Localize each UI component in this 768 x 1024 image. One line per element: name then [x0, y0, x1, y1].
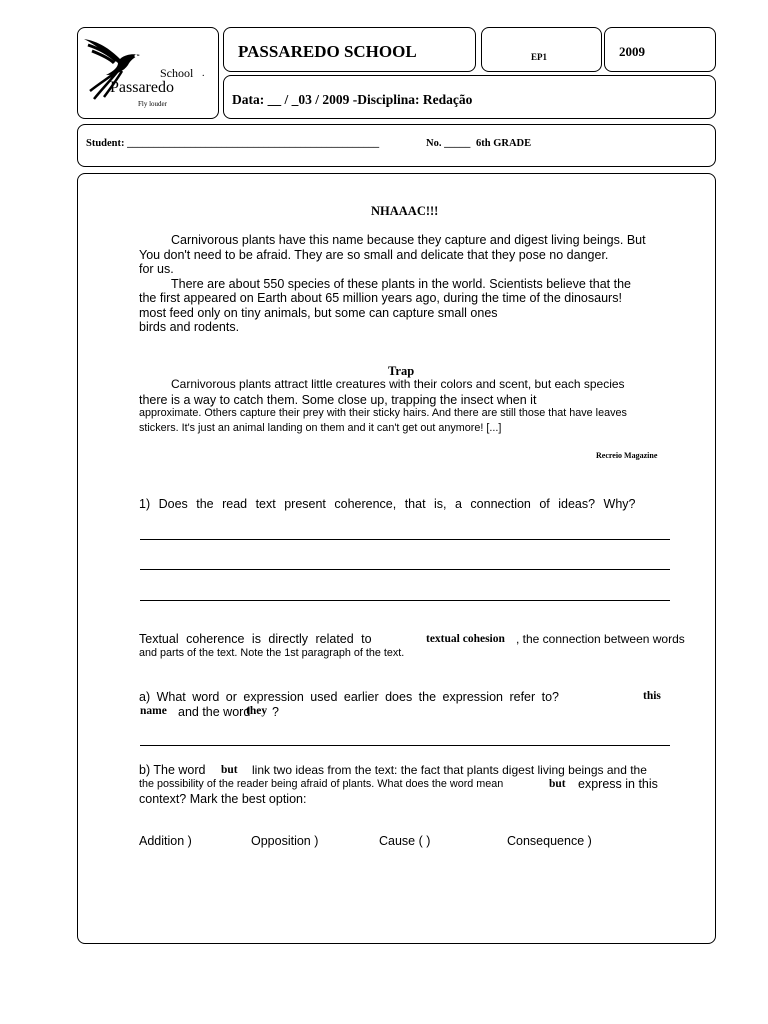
- logo-name: Passaredo: [110, 79, 174, 96]
- date-box: [223, 75, 716, 119]
- logo-school-word: School: [160, 66, 194, 80]
- p2-line-1: Carnivorous plants attract little creatures with their colors and scent, but each species: [171, 377, 625, 391]
- p1-line-3: for us.: [139, 262, 174, 276]
- grade-label: 6th GRADE: [476, 138, 532, 149]
- option-addition[interactable]: Addition ): [139, 834, 192, 848]
- question-b-a: b) The word: [139, 763, 206, 777]
- p1-line-4: There are about 550 species of these plants in the world. Scientists believe that the: [171, 277, 631, 291]
- text-title: NHAAAC!!!: [371, 204, 439, 218]
- school-name: PASSAREDO SCHOOL: [238, 42, 417, 61]
- year-box: [604, 27, 716, 72]
- p2-line-4: stickers. It's just an animal landing on them and it can't get out anymore! [...]: [139, 422, 502, 434]
- question-a-bold-name: name: [140, 705, 167, 717]
- coherence-text-b: , the connection between words: [516, 632, 685, 646]
- p2-line-3: approximate. Others capture their prey with their sticky hairs. And there are still those that have leaves: [139, 407, 627, 419]
- date-line: Data: __ / _03 / 2009 -Disciplina: Redação: [232, 92, 473, 107]
- question-a-and: and the word: [178, 705, 251, 719]
- question-a: a) What word or expression used earlier does the expression refer to?: [139, 690, 559, 704]
- answer-line-a[interactable]: [140, 745, 670, 746]
- answer-line-3[interactable]: [140, 600, 670, 601]
- question-a-end: ?: [272, 705, 279, 719]
- p1-line-5: the first appeared on Earth about 65 million years ago, during the time of the dinosaurs!: [139, 291, 622, 305]
- student-box: [77, 124, 716, 167]
- question-a-bold-this: this: [643, 690, 661, 702]
- logo-box: [77, 27, 219, 119]
- school-name-box: [223, 27, 476, 72]
- question-1: 1) Does the read text present coherence, that is, a connection of ideas? Why?: [139, 497, 636, 511]
- p1-line-1: Carnivorous plants have this name because they capture and digest living beings. But: [171, 233, 646, 247]
- p1-line-2: You don't need to be afraid. They are so small and delicate that they pose no danger.: [139, 248, 609, 262]
- question-b-line-2b: express in this: [578, 777, 658, 791]
- number-label: No. _____: [426, 138, 471, 149]
- option-cause[interactable]: Cause ( ): [379, 834, 431, 848]
- question-a-bold-they: they: [246, 705, 268, 717]
- year-label: 2009: [619, 44, 645, 59]
- question-b-line-2a: the possibility of the reader being afraid of plants. What does the word mean: [139, 778, 504, 790]
- code-label: EP1: [531, 52, 548, 62]
- coherence-bold: textual cohesion: [426, 633, 505, 645]
- question-b-line-3: context? Mark the best option:: [139, 792, 307, 806]
- code-box: [481, 27, 602, 72]
- question-b-bold-2: but: [549, 778, 566, 790]
- p1-line-7: birds and rodents.: [139, 320, 240, 334]
- logo-dot: .: [202, 68, 205, 79]
- option-opposition[interactable]: Opposition ): [251, 834, 319, 848]
- answer-line-2[interactable]: [140, 569, 670, 570]
- coherence-text-a: Textual coherence is directly related to: [139, 632, 372, 646]
- question-b-b: link two ideas from the text: the fact that plants digest living beings and the: [252, 763, 647, 777]
- student-label: Student: ________________________________________________: [86, 138, 380, 149]
- logo-tagline: Fly louder: [138, 100, 167, 108]
- text-subtitle: Trap: [388, 364, 415, 378]
- answer-line-1[interactable]: [140, 539, 670, 540]
- p1-line-6: most feed only on tiny animals, but some can capture small ones: [139, 306, 498, 320]
- text-source: Recreio Magazine: [596, 451, 658, 460]
- p2-line-2: there is a way to catch them. Some close up, trapping the insect when it: [139, 393, 537, 407]
- option-consequence[interactable]: Consequence ): [507, 834, 592, 848]
- question-b-bold: but: [221, 764, 238, 776]
- coherence-line-2: and parts of the text. Note the 1st paragraph of the text.: [139, 647, 405, 659]
